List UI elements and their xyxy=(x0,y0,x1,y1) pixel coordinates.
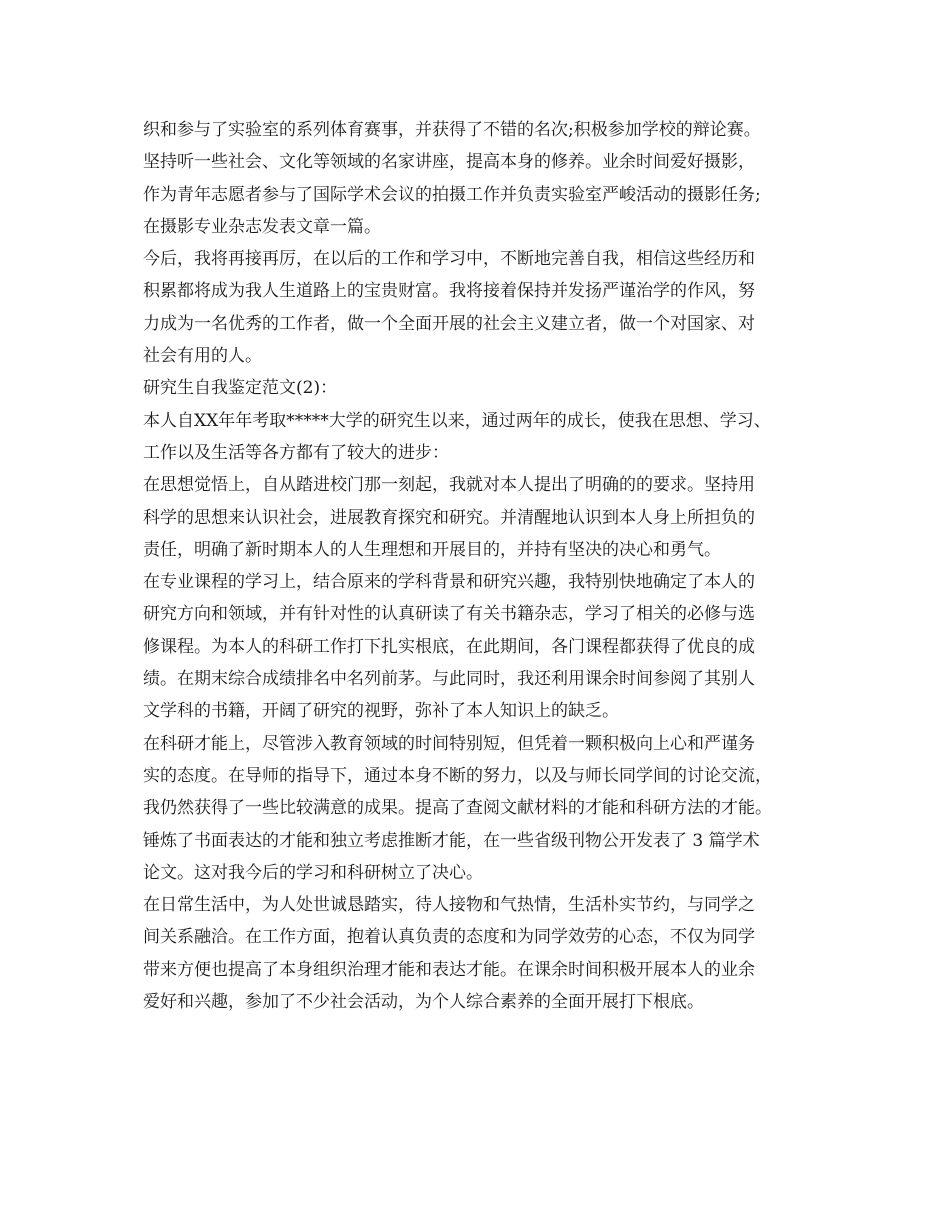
text-line: 在科研才能上，尽管涉入教育领域的时间特别短，但凭着一颗积极向上心和严谨务 xyxy=(143,733,755,754)
text-line: 作为青年志愿者参与了国际学术会议的拍摄工作并负责实验室严峻活动的摄影任务; xyxy=(143,184,761,205)
text-line: 坚持听一些社会、文化等领域的名家讲座，提高本身的修养。业余时间爱好摄影， xyxy=(143,152,755,173)
text-line: 责任，明确了新时期本人的人生理想和开展目的，并持有坚决的决心和勇气。 xyxy=(143,539,721,560)
text-line: 社会有用的人。 xyxy=(143,346,262,367)
text-line: 实的态度。在导师的指导下，通过本身不断的努力，以及与师长同学间的讨论交流， xyxy=(143,765,772,786)
text-line: 研究方向和领域，并有针对性的认真研读了有关书籍杂志，学习了相关的必修与选 xyxy=(143,604,755,625)
text-line: 带来方便也提高了本身组织治理才能和表达才能。在课余时间积极开展本人的业余 xyxy=(143,959,755,980)
text-line: 绩。在期末综合成绩排名中名列前茅。与此同时，我还利用课余时间参阅了其别人 xyxy=(143,669,755,690)
text-line: 修课程。为本人的科研工作打下扎实根底，在此期间，各门课程都获得了优良的成 xyxy=(143,636,755,657)
text-line: 文学科的书籍，开阔了研究的视野，弥补了本人知识上的缺乏。 xyxy=(143,701,619,722)
text-line: 今后，我将再接再厉，在以后的工作和学习中，不断地完善自我，相信这些经历和 xyxy=(143,249,755,270)
document-body xyxy=(143,114,843,1018)
text-line: 本人自XX年年考取*****大学的研究生以来，通过两年的成长，使我在思想、学习、 xyxy=(143,410,771,431)
text-line: 爱好和兴趣，参加了不少社会活动，为个人综合素养的全面开展打下根底。 xyxy=(143,992,704,1013)
text-line: 积累都将成为我人生道路上的宝贵财富。我将接着保持并发扬严谨治学的作风，努 xyxy=(143,281,755,302)
text-line: 在思想觉悟上，自从踏进校门那一刻起，我就对本人提出了明确的的要求。坚持用 xyxy=(143,475,755,496)
text-line: 织和参与了实验室的系列体育赛事，并获得了不错的名次;积极参加学校的辩论赛。 xyxy=(143,120,761,140)
section-heading: 研究生自我鉴定范文(2)： xyxy=(143,378,338,399)
text-line: 锤炼了书面表达的才能和独立考虑推断才能，在一些省级刊物公开发表了 3 篇学术 xyxy=(143,830,760,851)
text-line: 在专业课程的学习上，结合原来的学科背景和研究兴趣，我特别快地确定了本人的 xyxy=(143,572,755,593)
text-line: 在摄影专业杂志发表文章一篇。 xyxy=(143,216,381,237)
text-line: 在日常生活中，为人处世诚恳踏实，待人接物和气热情，生活朴实节约，与同学之 xyxy=(143,895,755,916)
text-line: 论文。这对我今后的学习和科研树立了决心。 xyxy=(143,862,483,883)
text-line: 间关系融洽。在工作方面，抱着认真负责的态度和为同学效劳的心态，不仅为同学 xyxy=(143,927,755,948)
text-line: 工作以及生活等各方都有了较大的进步： xyxy=(143,442,449,463)
text-line: 我仍然获得了一些比较满意的成果。提高了查阅文献材料的才能和科研方法的才能。 xyxy=(143,798,772,819)
text-line: 科学的思想来认识社会，进展教育探究和研究。并清醒地认识到本人身上所担负的 xyxy=(143,507,755,528)
text-line: 力成为一名优秀的工作者，做一个全面开展的社会主义建立者，做一个对国家、对 xyxy=(143,313,755,334)
